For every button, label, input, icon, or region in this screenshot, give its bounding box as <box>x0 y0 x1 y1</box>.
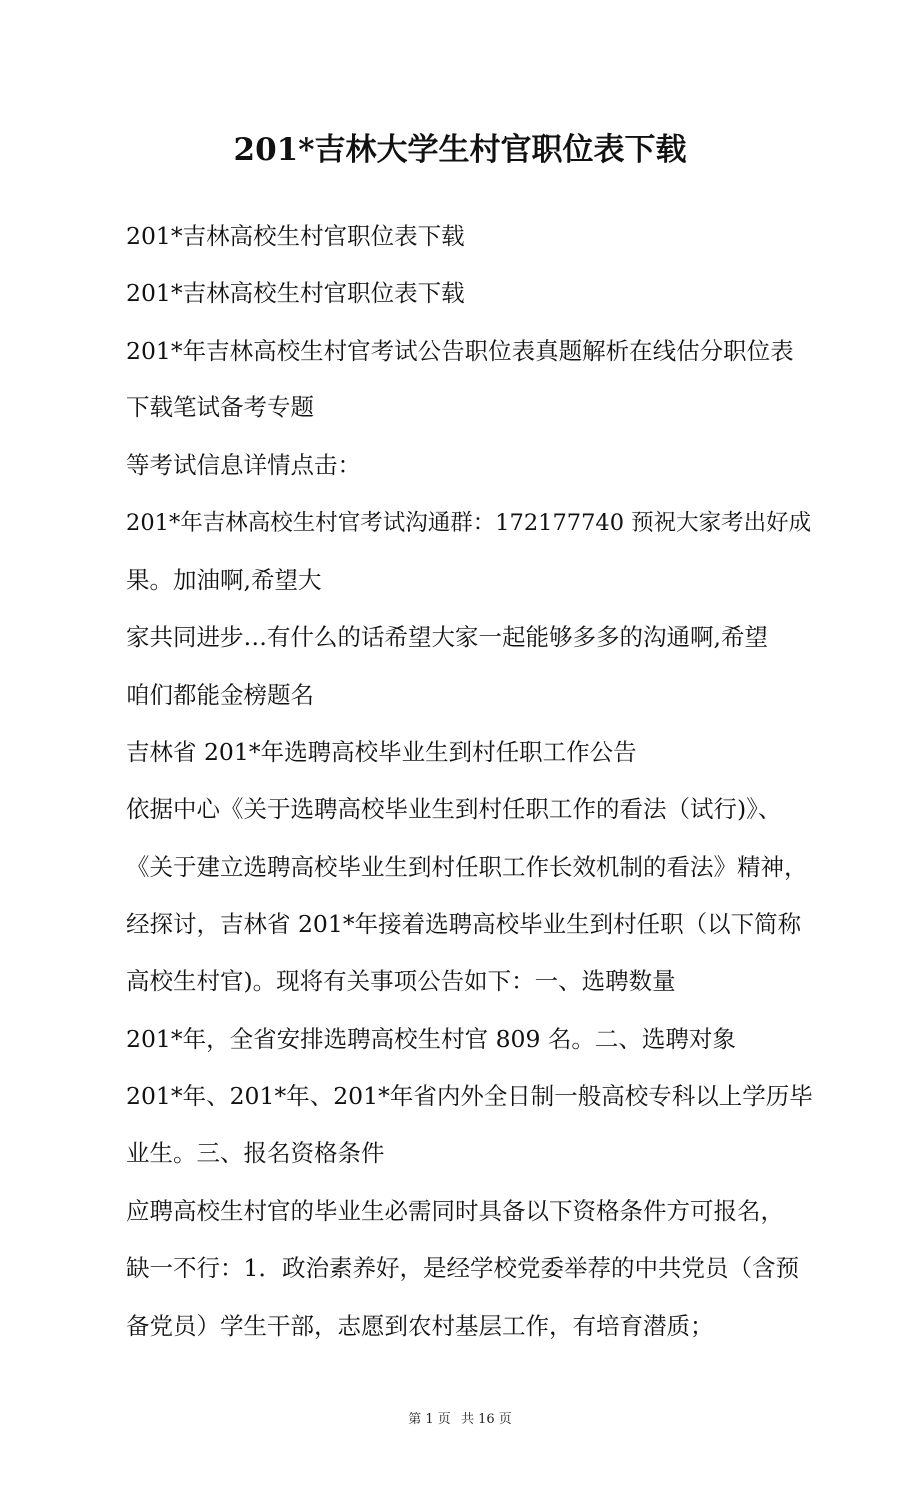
text-line: 应聘高校生村官的毕业生必需同时具备以下资格条件方可报名， <box>126 1197 784 1225</box>
text-line: 201*年，全省安排选聘高校生村官 809 名。二、选聘对象 <box>126 1025 736 1053</box>
text-line: 缺一不行：1．政治素养好，是经学校党委举荐的中共党员（含预 <box>126 1254 799 1282</box>
text-line: 业生。三、报名资格条件 <box>126 1139 385 1167</box>
document-title: 201*吉林大学生村官职位表下载 <box>233 132 687 168</box>
text-line: 吉林省 201*年选聘高校毕业生到村任职工作公告 <box>126 738 637 766</box>
page-footer <box>0 1411 920 1429</box>
text-line: 高校生村官)。现将有关事项公告如下：一、选聘数量 <box>126 967 676 995</box>
text-line: 备党员）学生干部，志愿到农村基层工作，有培育潜质； <box>126 1312 714 1340</box>
text-line: 201*吉林高校生村官职位表下载 <box>126 222 465 250</box>
page-total: 共 16 页 <box>460 1412 512 1427</box>
text-line: 下载笔试备考专题 <box>126 393 314 421</box>
text-line: 201*年、201*年、201*年省内外全日制一般高校专科以上学历毕 <box>126 1082 813 1110</box>
text-line: 家共同进步…有什么的话希望大家一起能够多多的沟通啊,希望 <box>126 623 768 651</box>
text-line: 经探讨，吉林省 201*年接着选聘高校毕业生到村任职（以下简称 <box>126 910 802 938</box>
text-line: 依据中心《关于选聘高校毕业生到村任职工作的看法（试行)》、 <box>126 795 782 823</box>
page-number: 第 1 页 <box>408 1412 451 1427</box>
text-line: 201*吉林高校生村官职位表下载 <box>126 279 465 307</box>
text-line: 201*年吉林高校生村官考试沟通群：172177740 预祝大家考出好成 <box>126 510 812 536</box>
text-line: 果。加油啊,希望大 <box>126 566 322 594</box>
text-line: 《关于建立选聘高校毕业生到村任职工作长效机制的看法》精神， <box>126 853 808 881</box>
text-line: 201*年吉林高校生村官考试公告职位表真题解析在线估分职位表 <box>126 337 794 365</box>
text-line: 咱们都能金榜题名 <box>126 681 314 709</box>
text-line: 等考试信息详情点击： <box>126 451 361 479</box>
